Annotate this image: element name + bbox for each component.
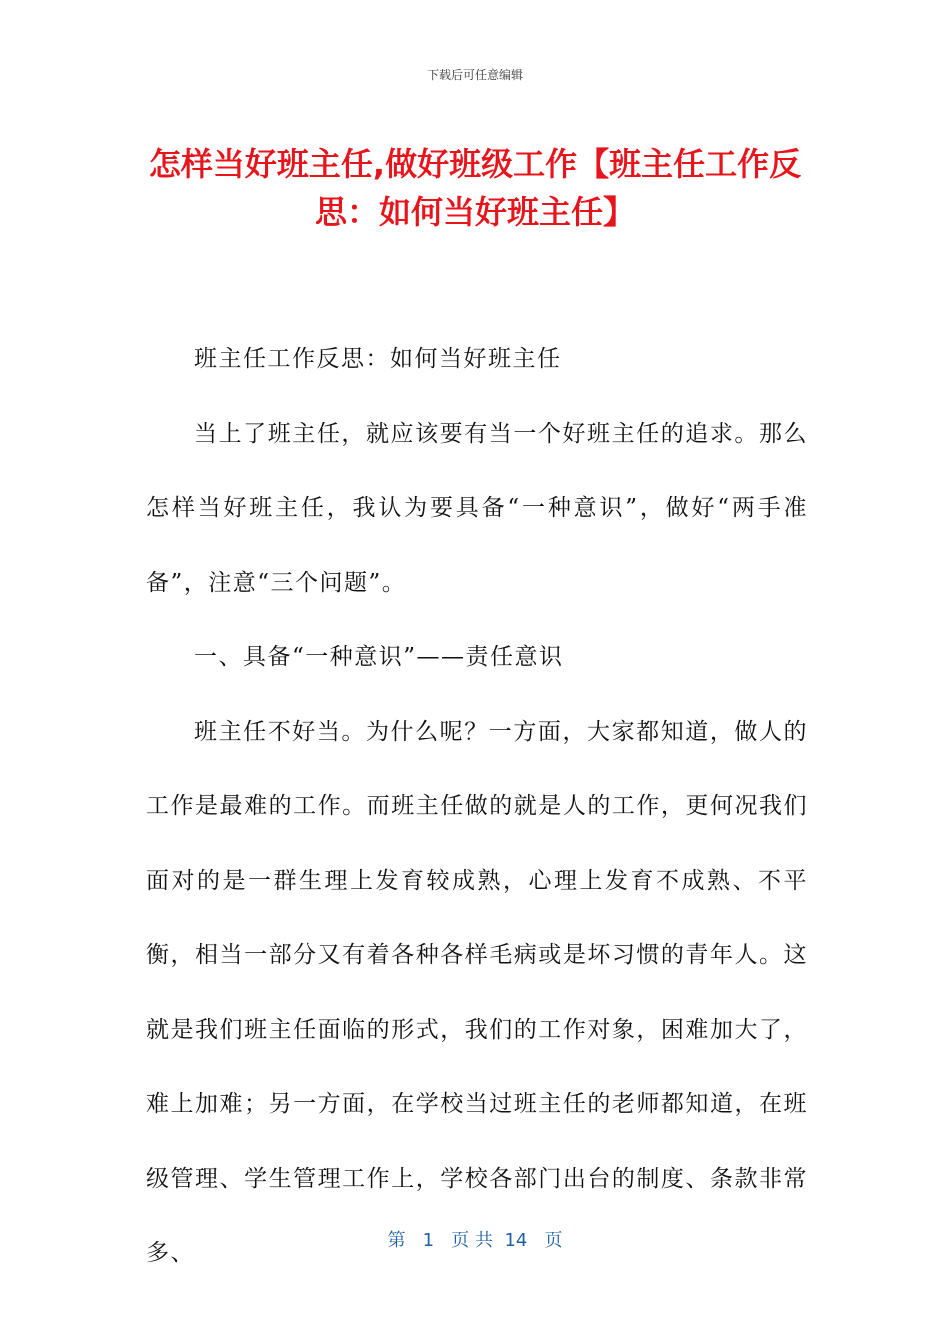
document-title: 怎样当好班主任,做好班级工作【班主任工作反思：如何当好班主任】 [148,145,802,231]
header-note: 下载后可任意编辑 [426,68,523,82]
page-footer [0,1226,950,1252]
document-body [146,322,808,1291]
paragraph-section-heading: 一、具备“一种意识”——责任意识 [194,644,564,670]
paragraph-subtitle: 班主任工作反思：如何当好班主任 [194,346,562,372]
footer-suffix: 页 [544,1230,563,1251]
footer-current-page: 1 [422,1230,435,1251]
footer-prefix: 第 [387,1230,406,1251]
footer-middle: 页 共 [451,1230,493,1251]
paragraph-intro: 当上了班主任，就应该要有当一个好班主任的追求。那么怎样当好班主任，我认为要具备“一种意识”，做好“两手准备”，注意“三个问题”。 [146,420,808,596]
paragraph-body: 班主任不好当。为什么呢？一方面，大家都知道，做人的工作是最难的工作。而班主任做的就是人的工作，更何况我们面对的是一群生理上发育较成熟，心理上发育不成熟、不平衡，相当一部分又有着各种各样毛病或是坏习惯的青年人。这就是我们班主任面临的形式，我们的工作对象，困难加大了，难上加难；另一方面，在学校当过班主任的老师都知道，在班级管理、学生管理工作上，学校各部门出台的制度、条款非常多、 [146,718,808,1266]
footer-total-pages: 14 [504,1230,528,1251]
